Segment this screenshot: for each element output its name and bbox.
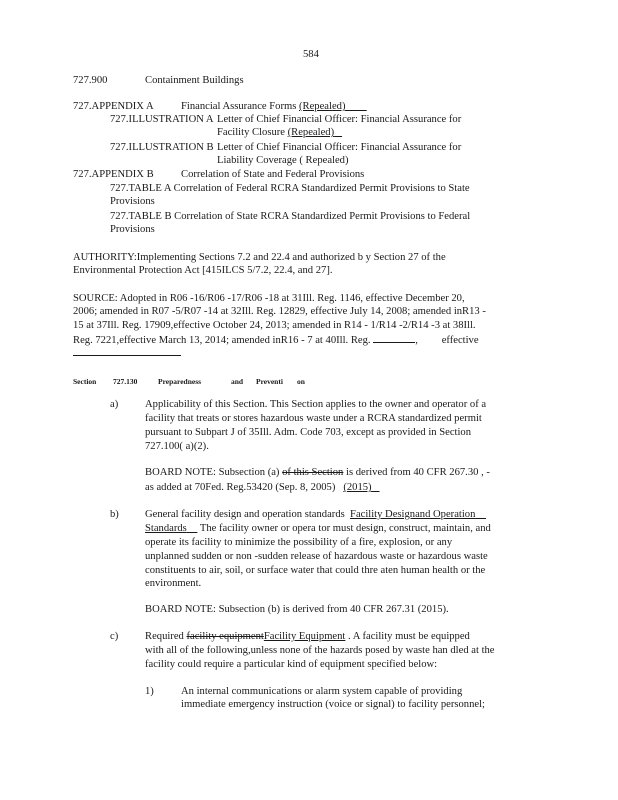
para-b-line-4: unplanned sudden or non -sudden release of hazardous waste or hazardous waste [145,551,488,562]
para-b-line-6: environment. [145,578,202,589]
section-title-word-2: and [231,377,244,386]
para-c-inserted: Facility Equipment [263,631,346,642]
para-a-note-struck: of this Section [282,467,344,478]
para-a-board-note [145,466,490,479]
toc-table-b: 727.TABLE B Correlation of State RCRA Standardized Permit Provisions to Federal [110,211,471,222]
para-c-line-2: with all of the following,unless none of the hazards posed by waste han dled at the [145,645,495,656]
source-line-2: 2006; amended in R07 -5/R07 -14 at 32Ill. Reg. 12829, effective July 14, 2008; amended inR13 - [73,306,486,317]
section-number: 727.130 [113,377,138,386]
source-line-1: SOURCE: Adopted in R06 -16/R06 -17/R06 -18 at 31Ill. Reg. 1146, effective December 20, [73,293,465,304]
para-c-line-1-pre: Required [145,631,184,642]
toc-title-illustration-b: Letter of Chief Financial Officer: Financial Assurance for [217,142,462,153]
toc-title-containment-buildings: Containment Buildings [145,75,244,86]
toc-number-727-900: 727.900 [73,75,108,86]
para-a-note-line-2-text: as added at 70Fed. Reg.53420 (Sep. 8, 2005) [145,482,336,493]
source-line-4-text: Reg. 7221,effective March 13, 2014; amended inR16 - 7 at 40Ill. Reg. [73,335,371,346]
toc-number-appendix-b: 727.APPENDIX B [73,169,154,180]
section-label: Section [73,377,97,386]
toc-title-appendix-a [181,100,367,113]
para-a-board-note-line-2 [145,481,380,494]
toc-repealed-appendix-a: (Repealed) [299,101,346,112]
para-a-line-2: facility that treats or stores hazardous waste under a RCRA standardized permit [145,413,482,424]
authority-line-1: AUTHORITY:Implementing Sections 7.2 and 22.4 and authorized b y Section 27 of the [73,252,446,263]
source-effective: effective [441,335,479,346]
blank-effective-date-line [73,355,181,356]
item-1-line-1: An internal communications or alarm system capable of providing [181,686,463,697]
toc-title-appendix-a-text: Financial Assurance Forms [181,101,297,112]
para-b-line-2 [145,522,491,535]
toc-title-illustration-a-cont-text: Facility Closure [217,127,285,138]
para-a-line-1: Applicability of this Section. This Section applies to the owner and operator of a [145,399,487,410]
toc-number-appendix-a: 727.APPENDIX A [73,101,154,112]
item-1-line-2: immediate emergency instruction (voice or signal) to facility personnel; [181,699,485,710]
para-b-line-1-text: General facility design and operation standards [145,509,345,520]
authority-line-2: Environmental Protection Act [415ILCS 5/7.2, 22.4, and 27]. [73,265,333,276]
para-c-struck: facility equipment [186,631,264,642]
toc-table-a-cont: Provisions [110,196,155,207]
page-number: 584 [303,49,319,60]
para-b-line-3: operate its facility to minimize the possibility of a fire, explosion, or any [145,537,453,548]
para-b-line-5: constituents to air, soil, or surface water that could thre aten human health or the [145,565,486,576]
para-b-label: b) [110,509,119,520]
para-b-inserted-title: Facility Designand Operation [350,509,476,520]
toc-title-illustration-a: Letter of Chief Financial Officer: Financial Assurance for [217,114,462,125]
blank-register-line [373,333,415,343]
toc-title-appendix-b: Correlation of State and Federal Provisions [181,169,365,180]
para-c-line-3: facility could require a particular kind of equipment specified below: [145,659,438,670]
toc-title-illustration-a-cont [217,126,342,139]
para-a-note-prefix: BOARD NOTE: Subsection (a) [145,467,280,478]
para-b-line-2-text: The facility owner or opera tor must design, construct, maintain, and [199,523,491,534]
para-a-line-3: pursuant to Subpart J of 35Ill. Adm. Code 703, except as provided in Section [145,427,472,438]
para-a-note-inserted: (2015) [343,482,372,493]
para-b-line-1 [145,508,486,521]
para-a-line-4: 727.100( a)(2). [145,441,209,452]
para-a-note-mid: is derived from 40 CFR 267.30 , - [346,467,490,478]
toc-title-illustration-b-cont: Liability Coverage ( Repealed) [217,155,349,166]
toc-repealed-illustration-a: (Repealed) [287,127,335,138]
section-title-word-1: Preparedness [158,377,202,386]
toc-table-b-cont: Provisions [110,224,155,235]
toc-number-illustration-a: 727.ILLUSTRATION A [110,114,214,125]
source-line-3: 15 at 37Ill. Reg. 17909,effective October 24, 2013; amended in R14 - 1/R14 -2/R14 -3 at 38Ill. [73,320,476,331]
source-comma: , [415,335,418,346]
para-c-label: c) [110,631,119,642]
para-c-line-1 [145,630,470,643]
para-c-line-1-rest: . A facility must be equipped [348,631,470,642]
section-title-word-4: on [297,377,305,386]
para-b-board-note: BOARD NOTE: Subsection (b) is derived from 40 CFR 267.31 (2015). [145,604,449,615]
toc-number-illustration-b: 727.ILLUSTRATION B [110,142,214,153]
item-1-label: 1) [145,686,154,697]
toc-table-a: 727.TABLE A Correlation of Federal RCRA Standardized Permit Provisions to State [110,183,470,194]
source-line-4 [73,333,479,347]
section-title-word-3: Preventi [256,377,283,386]
para-b-inserted-standards: Standards [145,523,187,534]
para-a-label: a) [110,399,119,410]
